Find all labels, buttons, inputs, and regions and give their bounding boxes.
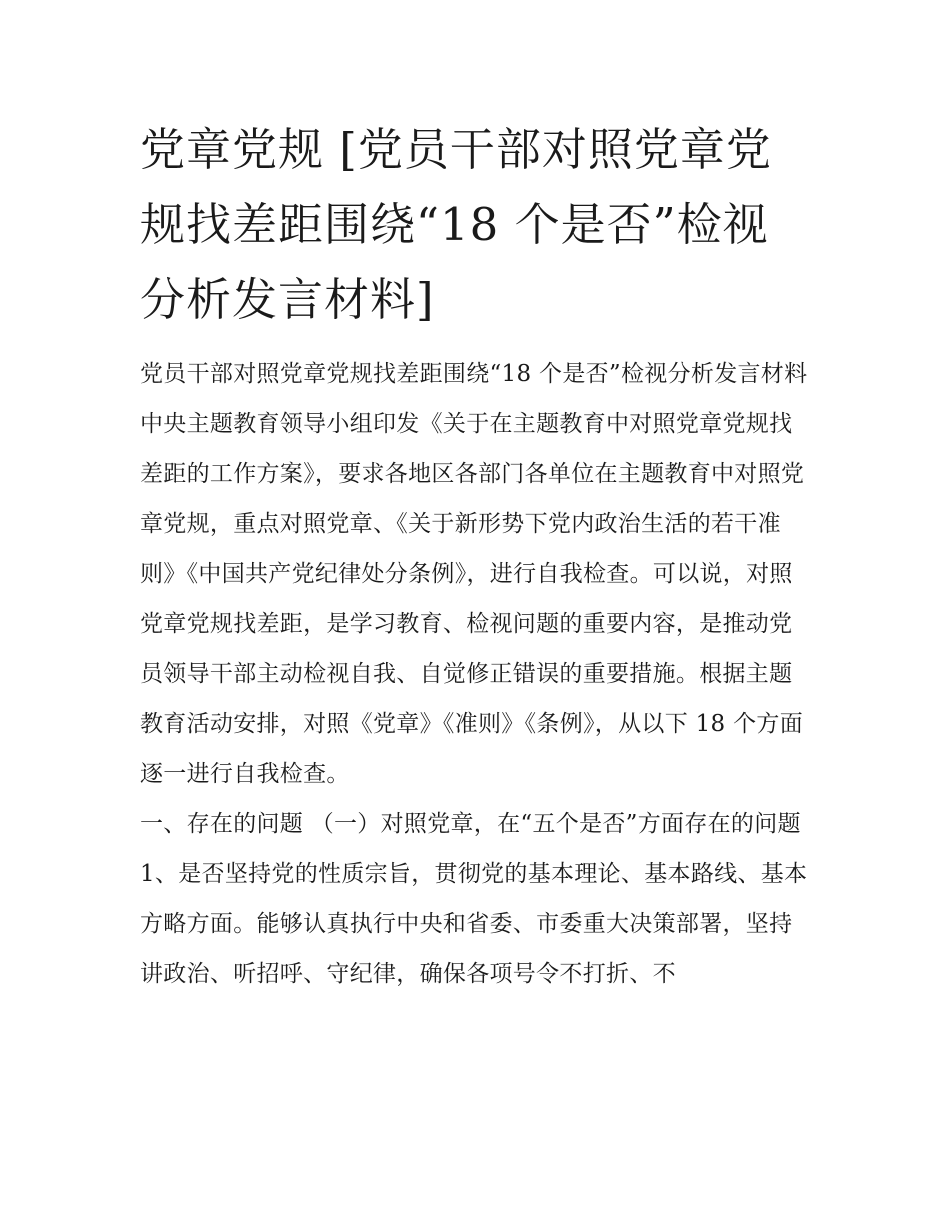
document-title: 党章党规 [党员干部对照党章党规找差距围绕“18 个是否”检视分析发言材料] — [140, 123, 772, 326]
paragraph-subtitle: 党员干部对照党章党规找差距围绕“18 个是否”检视分析发言材料 — [140, 361, 808, 387]
paragraph-section-heading: 一、存在的问题 （一）对照党章，在“五个是否”方面存在的问题 — [140, 811, 801, 837]
paragraph-intro: 中央主题教育领导小组印发《关于在主题教育中对照党章党规找差距的工作方案》，要求各地区各部门各单位在主题教育中对照党章党规，重点对照党章、《关于新形势下党内政治生活的若干准则》《中国共产党纪律处分条例》，进行自我检查。可以说，对照党章党规找差距，是学习教育、检视问题的重要内容，是推动党员领导干部主动检视自我、自觉修正错误的重要措施。根据主题教育活动安排，对照《党章》《准则》《条例》，从以下 18 个方面逐一进行自我检查。 — [140, 411, 805, 787]
paragraph-item-1: 1、是否坚持党的性质宗旨，贯彻党的基本理论、基本路线、基本方略方面。能够认真执行中央和省委、市委重大决策部署，坚持讲政治、听招呼、守纪律，确保各项号令不打折、不 — [140, 861, 808, 987]
document-page — [140, 112, 812, 999]
